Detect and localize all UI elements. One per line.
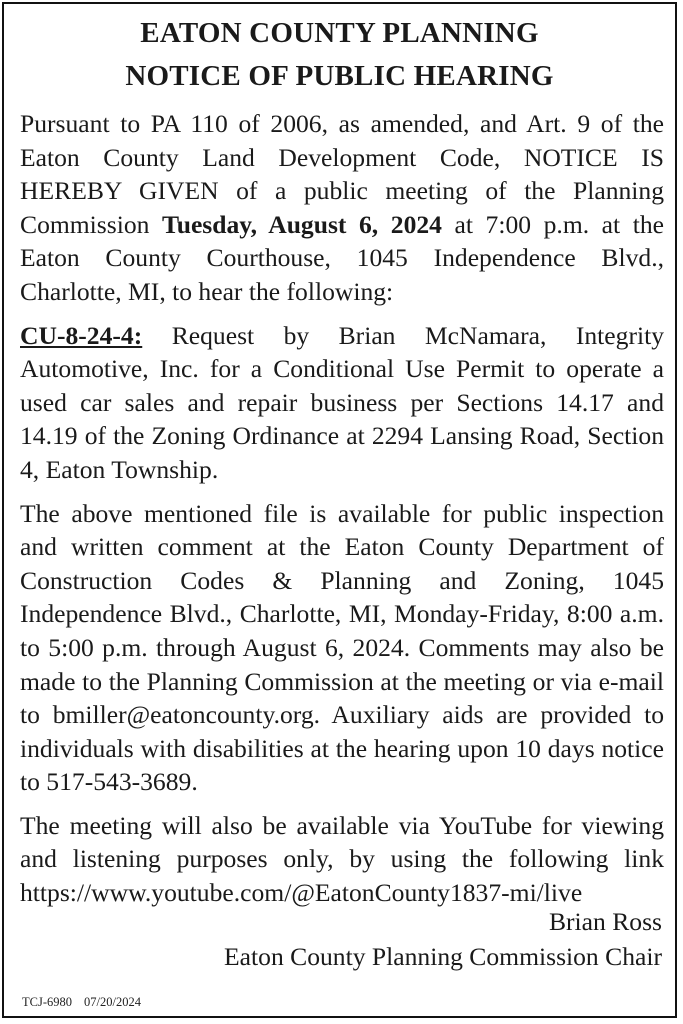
case-description: Request by Brian McNamara, Integrity Automotive, Inc. for a Conditional Use Permit to operate a used car sales and repair business per Sections 14.17 and 14.19 of the Zoning Ordinance at 2294 Lansing Road, Section 4, Eaton Township. bbox=[20, 320, 664, 484]
youtube-paragraph: The meeting will also be available via YouTube for viewing and listening purposes only, by using the following link https://www.youtube.com/@EatonCounty1837-mi/live bbox=[20, 810, 664, 908]
availability-paragraph: The above mentioned file is available for public inspection and written comment at the Eaton County Department of Construction Codes & Planning and Zoning, 1045 Independence Blvd., Charlotte, MI, Monday-Friday, 8:00 a.m. to 5:00 p.m. through August 6, 2024. Comments may also be made to the Planning Commission at the meeting or via e-mail to bmiller@eatoncounty.org. Auxiliary aids are provided to individuals with disabilities at the hearing upon 10 days notice to 517-543-3689. bbox=[20, 498, 664, 797]
reference-code: TCJ-6980 bbox=[22, 995, 72, 1009]
public-notice bbox=[2, 2, 677, 1018]
intro-paragraph bbox=[20, 107, 664, 309]
case-number: CU-8-24-4: bbox=[20, 320, 143, 350]
notice-heading bbox=[4, 12, 675, 98]
notice-body bbox=[20, 107, 664, 910]
heading-line-1: EATON COUNTY PLANNING bbox=[140, 17, 539, 49]
intro-text-start: Pursuant to PA 110 of 2006, as amended, and Art. 9 of the Eaton County Land Development Code, NOTICE IS HEREBY GIVEN of a public meeting of the Planning Commission bbox=[20, 109, 664, 239]
signer-title: Eaton County Planning Commission Chair bbox=[224, 942, 662, 971]
signer-name: Brian Ross bbox=[548, 907, 662, 936]
hearing-date: Tuesday, August 6, 2024 bbox=[161, 209, 442, 239]
intro-text-end: at 7:00 p.m. at the Eaton County Courthouse, 1045 Independence Blvd., Charlotte, MI, to hear the following: bbox=[20, 209, 664, 306]
signature-block bbox=[224, 904, 662, 974]
publication-date: 07/20/2024 bbox=[84, 995, 141, 1009]
heading-line-2: NOTICE OF PUBLIC HEARING bbox=[125, 60, 554, 92]
case-paragraph bbox=[20, 319, 664, 487]
notice-footer bbox=[22, 994, 141, 1010]
